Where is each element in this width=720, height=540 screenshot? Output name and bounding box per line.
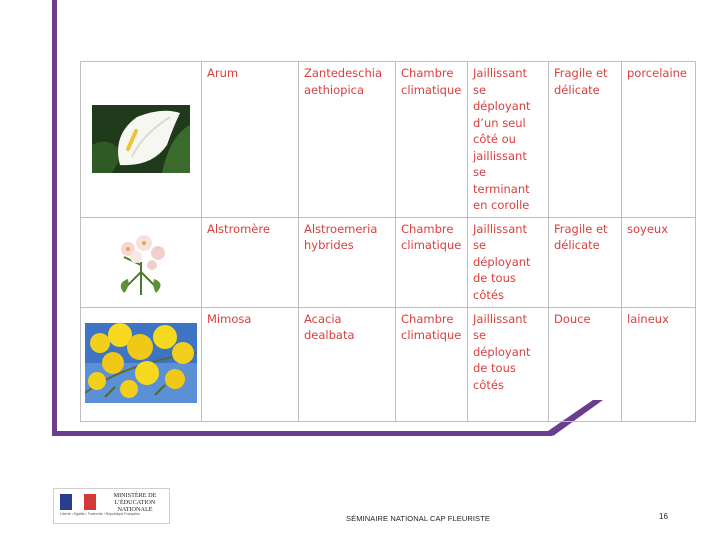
logo-ministry-name: MINISTÈRE DE L’ÉDUCATION NATIONALE (113, 492, 157, 513)
texture: soyeux (622, 217, 696, 307)
table-row (81, 62, 696, 218)
storage: Chambre climatique (396, 62, 468, 218)
latin-name: Acacia dealbata (299, 307, 396, 421)
shape: Jaillissant se déployant de tous côtés (468, 307, 549, 421)
fragility: Fragile et délicate (549, 62, 622, 218)
table-row (81, 307, 696, 421)
frame-bottom-bar (52, 431, 552, 436)
fragility: Fragile et délicate (549, 217, 622, 307)
flower-table (80, 61, 695, 392)
fragility: Douce (549, 307, 622, 421)
mimosa-image (85, 323, 197, 403)
storage: Chambre climatique (396, 217, 468, 307)
logo-tagline: Liberté • Égalité • Fraternité / République Française (60, 512, 140, 516)
latin-name: Zantedeschia aethiopica (299, 62, 396, 218)
latin-name: Alstroemeria hybrides (299, 217, 396, 307)
image-cell (81, 307, 202, 421)
calla-lily-image (92, 105, 190, 173)
common-name: Mimosa (202, 307, 299, 421)
flag-icon (60, 494, 96, 510)
table-row (81, 217, 696, 307)
storage: Chambre climatique (396, 307, 468, 421)
shape: Jaillissant se déployant d’un seul côté ou jaillissant se terminant en corolle (468, 62, 549, 218)
texture: laineux (622, 307, 696, 421)
frame-left-bar (52, 0, 57, 436)
alstroemeria-image (106, 227, 176, 297)
image-cell (81, 62, 202, 218)
page-number: 16 (659, 512, 668, 521)
shape: Jaillissant se déployant de tous côtés (468, 217, 549, 307)
footer-title: SÉMINAIRE NATIONAL CAP FLEURISTE (346, 514, 490, 523)
image-cell (81, 217, 202, 307)
ministry-logo (53, 488, 170, 524)
common-name: Alstromère (202, 217, 299, 307)
common-name: Arum (202, 62, 299, 218)
texture: porcelaine (622, 62, 696, 218)
